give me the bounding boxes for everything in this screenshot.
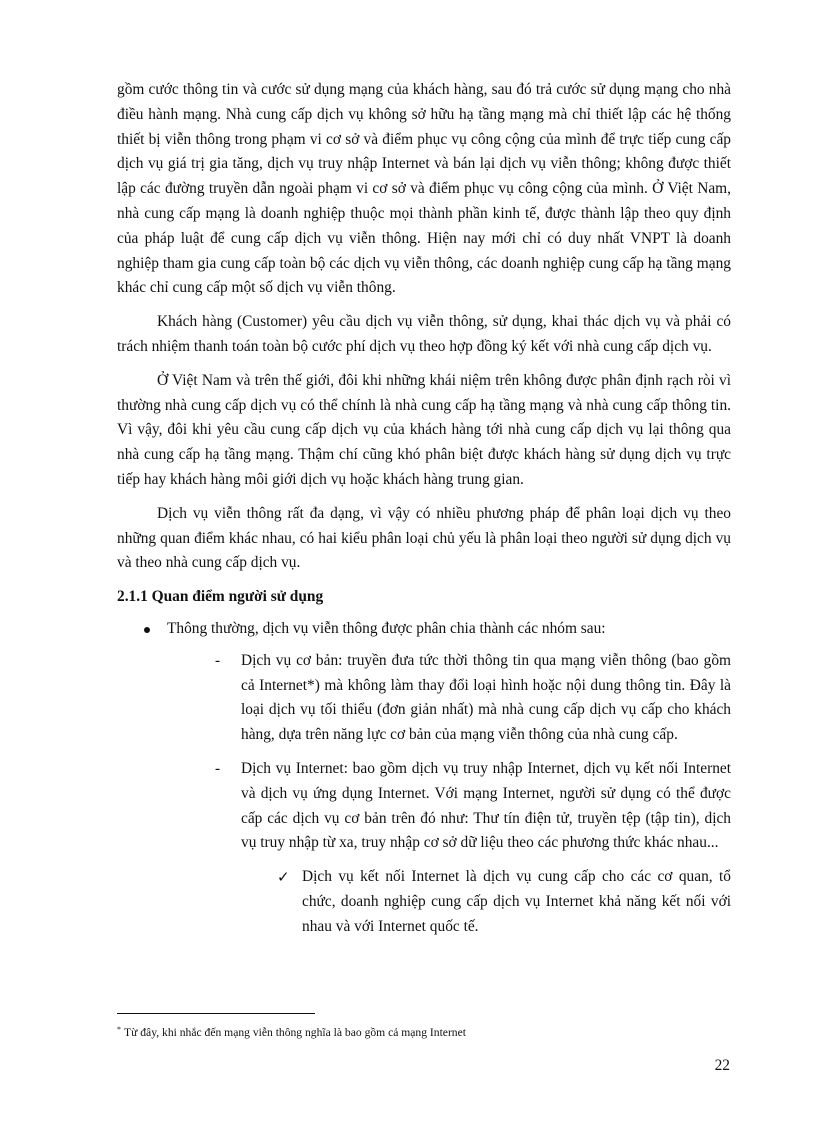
footnote-marker: * <box>117 1025 121 1034</box>
dash-text-basic-after: ) mà không làm thay đổi loại hình hoặc nội dung thông tin. Đây là loại dịch vụ tối thiểu (đơn giản nhất) mà nhà cung cấp dịch vụ cấp cho khách hàng, dựa trên năng lực cơ bản của mạng viễn thông của nhà cung cấp. <box>241 676 731 744</box>
footnote <box>117 1022 731 1041</box>
bullet-text: Thông thường, dịch vụ viễn thông được phân chia thành các nhóm sau: <box>167 619 606 637</box>
dash-text-internet: Dịch vụ Internet: bao gồm dịch vụ truy nhập Internet, dịch vụ kết nối Internet và dịch vụ ứng dụng Internet. Với mạng Internet, người sử dụng có thể được cấp các dịch vụ cơ bản trên đó như: Thư tín điện tử, truyền tệp (tập tin), dịch vụ truy nhập từ xa, truy nhập cơ sở dữ liệu theo các phương thức khác nhau... <box>241 759 731 852</box>
dash-item-basic-service <box>117 649 731 748</box>
dash-text-basic-before: Dịch vụ cơ bản: truyền đưa tức thời thông tin qua mạng viễn thông (bao gồm cả Internet <box>241 651 731 694</box>
dash-item-internet-service <box>117 757 731 856</box>
footnote-reference: * <box>307 676 315 694</box>
section-heading: 2.1.1 Quan điểm người sử dụng <box>117 588 324 606</box>
dash-marker: - <box>215 759 221 777</box>
page-number: 22 <box>714 1057 730 1074</box>
check-text: Dịch vụ kết nối Internet là dịch vụ cung cấp cho các cơ quan, tổ chức, doanh nghiệp cung cấp dịch vụ Internet khả năng kết nối với nhau và với Internet quốc tế. <box>302 868 731 935</box>
paragraph-vietnam: Ở Việt Nam và trên thế giới, đôi khi những khái niệm trên không được phân định rạch ròi vì thường nhà cung cấp dịch vụ có thể chính là nhà cung cấp hạ tầng mạng và nhà cung cấp thông tin. Vì vậy, đôi khi yêu cầu cung cấp dịch vụ của khách hàng tới nhà cung cấp dịch vụ lại thông qua nhà cung cấp hạ tầng mạng. Thậm chí cũng khó phân biệt được khách hàng sử dụng dịch vụ trực tiếp hay khách hàng môi giới dịch vụ hoặc khách hàng trung gian. <box>117 371 731 488</box>
dash-marker: - <box>215 651 221 669</box>
footnote-divider <box>117 1013 315 1014</box>
bullet-item <box>117 617 731 642</box>
bullet-dot-icon <box>144 627 150 633</box>
checkmark-icon: ✓ <box>277 868 290 887</box>
paragraph-provider: gồm cước thông tin và cước sử dụng mạng của khách hàng, sau đó trả cước sử dụng mạng cho nhà điều hành mạng. Nhà cung cấp dịch vụ không sở hữu hạ tầng mạng mà chỉ thiết lập các hệ thống thiết bị viễn thông trong phạm vi cơ sở và điểm phục vụ công cộng của mình để trực tiếp cung cấp dịch vụ giá trị gia tăng, dịch vụ truy nhập Internet và bán lại dịch vụ viễn thông; không được thiết lập các đường truyền dẫn ngoài phạm vi cơ sở và điểm phục vụ công cộng của mình. Ở Việt Nam, nhà cung cấp mạng là doanh nghiệp thuộc mọi thành phần kinh tế, được thành lập theo quy định của pháp luật để cung cấp dịch vụ viễn thông. Hiện nay mới chỉ có duy nhất VNPT là doanh nghiệp tham gia cung cấp toàn bộ các dịch vụ viễn thông, các doanh nghiệp cung cấp hạ tầng mạng khác chỉ cung cấp một số dịch vụ viễn thông. <box>117 81 731 297</box>
body-content <box>117 78 731 949</box>
check-item-internet-connection <box>117 865 731 939</box>
paragraph-classification: Dịch vụ viễn thông rất đa dạng, vì vậy có nhiều phương pháp để phân loại dịch vụ theo những quan điểm khác nhau, có hai kiểu phân loại chủ yếu là phân loại theo người sử dụng dịch vụ và theo nhà cung cấp dịch vụ. <box>117 504 731 572</box>
footnote-text: Từ đây, khi nhắc đến mạng viễn thông nghĩa là bao gồm cả mạng Internet <box>124 1026 466 1039</box>
paragraph-customer: Khách hàng (Customer) yêu cầu dịch vụ viễn thông, sử dụng, khai thác dịch vụ và phải có trách nhiệm thanh toán toàn bộ cước phí dịch vụ theo hợp đồng ký kết với nhà cung cấp dịch vụ. <box>117 313 731 355</box>
